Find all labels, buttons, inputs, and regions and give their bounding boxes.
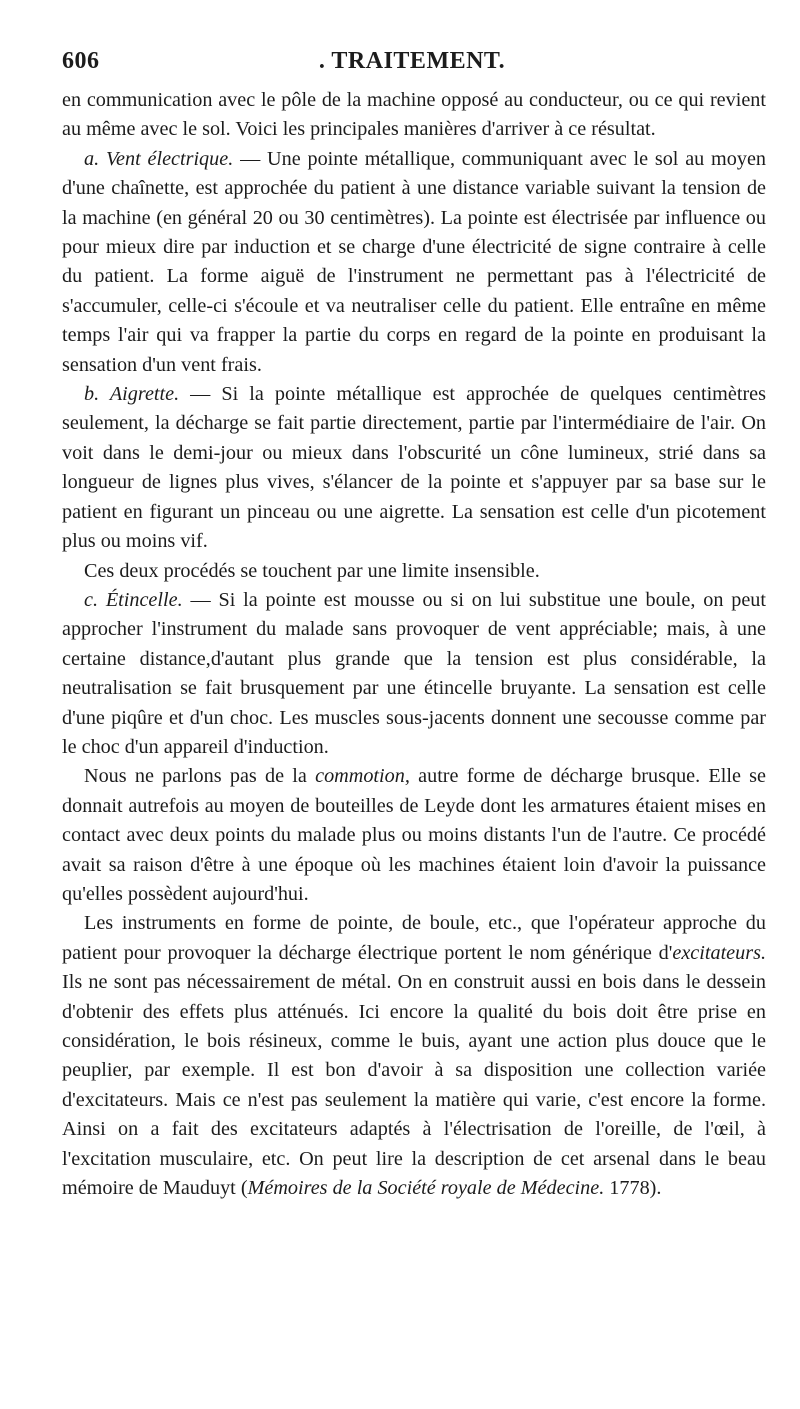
page-number: 606 <box>62 48 100 74</box>
running-header <box>62 48 762 78</box>
paragraph <box>62 586 766 762</box>
italic-run: b. Aigrette. <box>84 383 180 406</box>
text-run: Les instruments en forme de pointe, de boule, etc., que l'opérateur approche du patient pour provoquer la décharge électrique portent le nom générique d' <box>62 912 766 964</box>
text-run: — Si la pointe métallique est approchée de quelques centimètres seulement, la décharge se fait partie directement, partie par l'intermédiaire de l'air. On voit dans le demi-jour ou mieux dans l'obscurité un cône lumineux, strié dans sa longueur de lignes plus vives, s'élancer de la pointe et s'appuyer par sa base sur le patient en figurant un pinceau ou une aigrette. La sensation est celle d'un picotement plus ou moins vif. <box>62 383 766 553</box>
body-text <box>62 86 766 1203</box>
text-run: — Une pointe métallique, communiquant avec le sol au moyen d'une chaînette, est approchée du patient à une distance variable suivant la tension de la machine (en général 20 ou 30 centimètres). La pointe est électrisée par influence ou pour mieux dire par induction et se charge d'une électricité de signe contraire à celle du patient. La forme aiguë de l'instrument ne permettant pas à l'électricité de s'accumuler, celle-ci s'écoule et va neutraliser celle du patient. Elle entraîne en même temps l'air qui va frapper la partie du corps en regard de la pointe en produisant la sensation d'un vent frais. <box>62 147 766 376</box>
italic-run: Mémoires de la Société royale de Médecine. <box>247 1177 605 1200</box>
paragraph <box>62 557 766 586</box>
paragraph <box>62 762 766 909</box>
italic-run: excitateurs. <box>672 941 766 964</box>
text-run: autre forme de décharge brusque. Elle se donnait autrefois au moyen de bouteilles de Leyde dont les armatures étaient mises en contact avec deux points du malade plus ou moins distants l'un de l'autre. Ce procédé avait sa raison d'être à une époque où les machines étaient loin d'avoir la puissance qu'elles possèdent aujourd'hui. <box>62 765 766 905</box>
italic-run: commotion, <box>315 765 410 788</box>
italic-run: a. Vent électrique. <box>84 147 234 170</box>
text-run: 1778). <box>604 1177 662 1200</box>
paragraph <box>62 145 766 380</box>
paragraph <box>62 380 766 556</box>
paragraph <box>62 86 766 145</box>
text-run: en communication avec le pôle de la machine opposé au conducteur, ou ce qui revient au même avec le sol. Voici les principales manières d'arriver à ce résultat. <box>62 89 766 141</box>
text-run: Ces deux procédés se touchent par une limite insensible. <box>84 559 540 582</box>
paragraph <box>62 909 766 1203</box>
text-run: Nous ne parlons pas de la <box>84 765 316 788</box>
italic-run: c. Étincelle. <box>84 588 183 611</box>
text-run: — Si la pointe est mousse ou si on lui substitue une boule, on peut approcher l'instrument du malade sans provoquer de vent appréciable; mais, à une certaine distance,d'autant plus grande que la tension est plus considérable, la neutralisation se fait brusquement par une étincelle bruyante. La sensation est celle d'une piqûre et d'un choc. Les muscles sous-jacents donnent une secousse comme par le choc d'un appareil d'induction. <box>62 588 766 758</box>
text-run: Ils ne sont pas nécessairement de métal. On en construit aussi en bois dans le dessein d'obtenir des effets plus atténués. Ici encore la qualité du bois doit être prise en considération, le bois résineux, comme le buis, ayant une action plus douce que le peuplier, par exemple. Il est bon d'avoir à sa disposition une collection variée d'excitateurs. Mais ce n'est pas seulement la matière qui varie, c'est encore la forme. Ainsi on a fait des excitateurs adaptés à l'électrisation de l'oreille, de l'œil, à l'excitation musculaire, etc. On peut lire la description de cet arsenal dans le beau mémoire de Mauduyt ( <box>62 971 766 1200</box>
running-title: . TRAITEMENT. <box>318 48 506 74</box>
